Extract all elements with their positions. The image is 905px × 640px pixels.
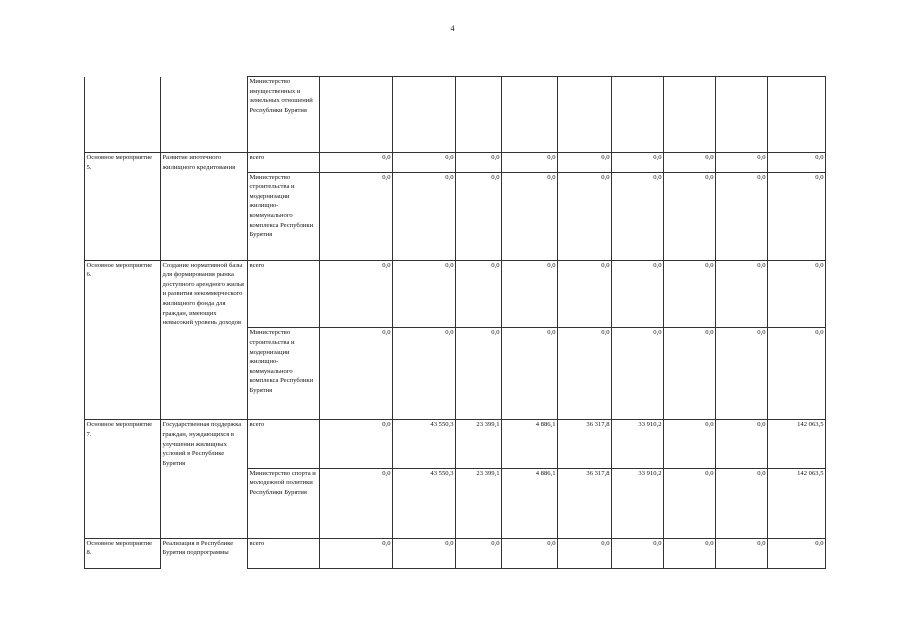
value-cell: 142 063,5 xyxy=(768,420,826,468)
event-title-cell xyxy=(161,468,248,538)
table-row xyxy=(85,328,826,420)
value-cell: 0,0 xyxy=(502,172,558,260)
value-cell: 0,0 xyxy=(768,153,826,173)
responsible-cell: Министерство строительства и модернизации жилищно-коммунального комплекса Республики Бурятия xyxy=(248,172,320,260)
value-cell: 4 886,1 xyxy=(502,468,558,538)
responsible-cell: всего xyxy=(248,260,320,328)
event-title-cell: Государственная поддержка граждан, нуждающихся в улучшении жилищных условий в Республике Бурятия xyxy=(161,420,248,468)
table-row xyxy=(85,468,826,538)
value-cell xyxy=(558,77,612,153)
value-cell: 0,0 xyxy=(664,538,716,568)
value-cell: 0,0 xyxy=(558,538,612,568)
value-cell: 0,0 xyxy=(502,328,558,420)
value-cell: 0,0 xyxy=(558,172,612,260)
value-cell xyxy=(393,77,456,153)
value-cell: 0,0 xyxy=(320,328,393,420)
value-cell: 0,0 xyxy=(456,153,502,173)
value-cell: 0,0 xyxy=(664,468,716,538)
value-cell: 0,0 xyxy=(456,172,502,260)
table-row xyxy=(85,420,826,468)
value-cell: 0,0 xyxy=(393,328,456,420)
value-cell xyxy=(612,77,664,153)
value-cell: 0,0 xyxy=(612,538,664,568)
value-cell xyxy=(716,77,768,153)
event-title-cell xyxy=(161,328,248,420)
value-cell xyxy=(456,77,502,153)
value-cell: 0,0 xyxy=(502,153,558,173)
value-cell: 33 910,2 xyxy=(612,420,664,468)
value-cell: 0,0 xyxy=(393,538,456,568)
table-row xyxy=(85,153,826,173)
value-cell: 0,0 xyxy=(502,260,558,328)
event-cell xyxy=(85,328,161,420)
event-cell: Основное мероприятие 8. xyxy=(85,538,161,568)
value-cell: 23 399,1 xyxy=(456,468,502,538)
value-cell: 36 317,8 xyxy=(558,468,612,538)
value-cell xyxy=(664,77,716,153)
event-cell: Основное мероприятие 7. xyxy=(85,420,161,468)
value-cell: 43 550,3 xyxy=(393,420,456,468)
table-row xyxy=(85,538,826,568)
responsible-cell: всего xyxy=(248,538,320,568)
table-row xyxy=(85,260,826,328)
page-number: 4 xyxy=(450,24,455,33)
value-cell: 0,0 xyxy=(664,328,716,420)
value-cell: 0,0 xyxy=(320,420,393,468)
value-cell: 0,0 xyxy=(664,172,716,260)
responsible-cell: всего xyxy=(248,153,320,173)
value-cell: 0,0 xyxy=(558,260,612,328)
value-cell: 0,0 xyxy=(612,260,664,328)
event-title-cell: Реализация в Республике Бурятия подпрограммы xyxy=(161,538,248,568)
value-cell: 0,0 xyxy=(612,328,664,420)
value-cell: 0,0 xyxy=(558,153,612,173)
value-cell: 0,0 xyxy=(716,328,768,420)
value-cell: 0,0 xyxy=(612,153,664,173)
value-cell: 0,0 xyxy=(320,153,393,173)
value-cell: 0,0 xyxy=(320,172,393,260)
responsible-cell: Министерство строительства и модернизации жилищно-коммунального комплекса Республики Бурятия xyxy=(248,328,320,420)
value-cell: 0,0 xyxy=(612,172,664,260)
value-cell: 0,0 xyxy=(768,328,826,420)
value-cell: 0,0 xyxy=(456,538,502,568)
value-cell: 0,0 xyxy=(768,260,826,328)
value-cell: 4 886,1 xyxy=(502,420,558,468)
table-row xyxy=(85,77,826,153)
value-cell: 142 063,5 xyxy=(768,468,826,538)
value-cell: 0,0 xyxy=(320,260,393,328)
responsible-cell: Министерство спорта и молодежной политики Республики Бурятия xyxy=(248,468,320,538)
value-cell: 0,0 xyxy=(716,420,768,468)
event-title-cell xyxy=(161,172,248,260)
value-cell: 23 399,1 xyxy=(456,420,502,468)
table-row xyxy=(85,172,826,260)
value-cell: 0,0 xyxy=(320,538,393,568)
value-cell: 0,0 xyxy=(716,468,768,538)
value-cell xyxy=(320,77,393,153)
event-cell xyxy=(85,172,161,260)
value-cell: 0,0 xyxy=(716,172,768,260)
value-cell: 33 910,2 xyxy=(612,468,664,538)
responsible-cell: всего xyxy=(248,420,320,468)
value-cell: 0,0 xyxy=(320,468,393,538)
event-cell xyxy=(85,77,161,153)
funding-table xyxy=(84,76,826,569)
value-cell: 0,0 xyxy=(768,172,826,260)
responsible-cell: Министерство имущественных и земельных отношений Республики Бурятия xyxy=(248,77,320,153)
value-cell: 0,0 xyxy=(456,260,502,328)
value-cell: 0,0 xyxy=(716,260,768,328)
value-cell: 0,0 xyxy=(716,153,768,173)
event-cell: Основное мероприятие 5. xyxy=(85,153,161,173)
value-cell: 36 317,8 xyxy=(558,420,612,468)
value-cell: 0,0 xyxy=(502,538,558,568)
value-cell: 0,0 xyxy=(558,328,612,420)
value-cell xyxy=(768,77,826,153)
value-cell: 0,0 xyxy=(456,328,502,420)
event-title-cell: Создание нормативной базы для формирования рынка доступного арендного жилья и развития некоммерческого жилищного фонда для граждан, имеющих невысокий уровень доходов xyxy=(161,260,248,328)
value-cell: 0,0 xyxy=(768,538,826,568)
value-cell: 0,0 xyxy=(393,172,456,260)
value-cell xyxy=(502,77,558,153)
value-cell: 0,0 xyxy=(393,153,456,173)
value-cell: 0,0 xyxy=(664,260,716,328)
event-title-cell: Развитие ипотечного жилищного кредитования xyxy=(161,153,248,173)
value-cell: 0,0 xyxy=(664,420,716,468)
value-cell: 0,0 xyxy=(664,153,716,173)
value-cell: 0,0 xyxy=(716,538,768,568)
event-cell: Основное мероприятие 6. xyxy=(85,260,161,328)
event-title-cell xyxy=(161,77,248,153)
value-cell: 0,0 xyxy=(393,260,456,328)
value-cell: 43 550,3 xyxy=(393,468,456,538)
event-cell xyxy=(85,468,161,538)
